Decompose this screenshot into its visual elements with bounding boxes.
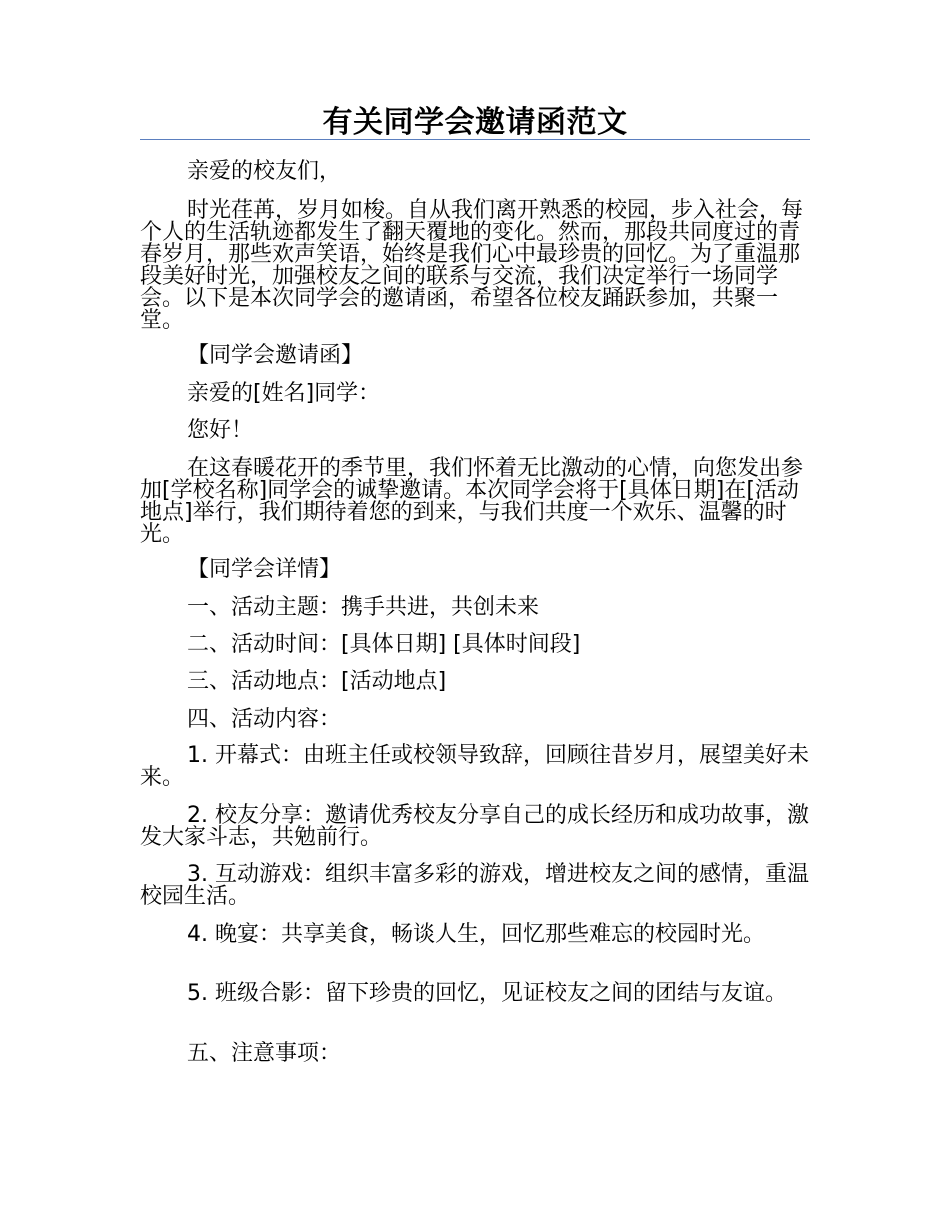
list-item-sharing: 2. 校友分享：邀请优秀校友分享自己的成长经历和成功故事，激发大家斗志，共勉前行。 — [140, 803, 809, 850]
paragraph-content-heading: 四、活动内容： — [187, 707, 342, 732]
paragraph-salutation: 亲爱的[姓名]同学： — [187, 381, 381, 406]
list-item-dinner: 4. 晚宴：共享美食，畅谈人生，回忆那些难忘的校园时光。 — [187, 922, 765, 947]
paragraph-details-heading: 【同学会详情】 — [187, 557, 342, 582]
list-item-games: 3. 互动游戏：组织丰富多彩的游戏，增进校友之间的感情，重温校园生活。 — [140, 862, 809, 909]
paragraph-invitation-body: 在这春暖花开的季节里，我们怀着无比激动的心情，向您发出参加[学校名称]同学会的诚挚邀请。本次同学会将于[具体日期]在[活动地点]举行，我们期待着您的到来，与我们共度一个欢乐、温馨的时光。 — [140, 456, 804, 547]
list-item-photo: 5. 班级合影：留下珍贵的回忆，见证校友之间的团结与友谊。 — [187, 981, 787, 1006]
paragraph-theme: 一、活动主题：携手共进，共创未来 — [187, 595, 540, 620]
paragraph-invitation-heading: 【同学会邀请函】 — [187, 343, 364, 368]
paragraph-notes-heading: 五、注意事项： — [187, 1041, 342, 1066]
paragraph-location: 三、活动地点：[活动地点] — [187, 669, 447, 694]
paragraph-time: 二、活动时间：[具体日期] [具体时间段] — [187, 632, 581, 657]
paragraph-greeting: 亲爱的校友们， — [187, 159, 342, 184]
paragraph-intro: 时光荏苒，岁月如梭。自从我们离开熟悉的校园，步入社会，每个人的生活轨迹都发生了翻天覆地的变化。然而，那段共同度过的青春岁月，那些欢声笑语，始终是我们心中最珍贵的回忆。为了重温那段美好时光，加强校友之间的联系与交流，我们决定举行一场同学会。以下是本次同学会的邀请函，希望各位校友踊跃参加，共聚一堂。 — [140, 198, 804, 333]
list-item-opening: 1. 开幕式：由班主任或校领导致辞，回顾往昔岁月，展望美好未来。 — [140, 743, 809, 790]
paragraph-hello: 您好！ — [187, 418, 254, 443]
title-underline — [140, 139, 810, 140]
document-title: 有关同学会邀请函范文 — [322, 105, 628, 140]
